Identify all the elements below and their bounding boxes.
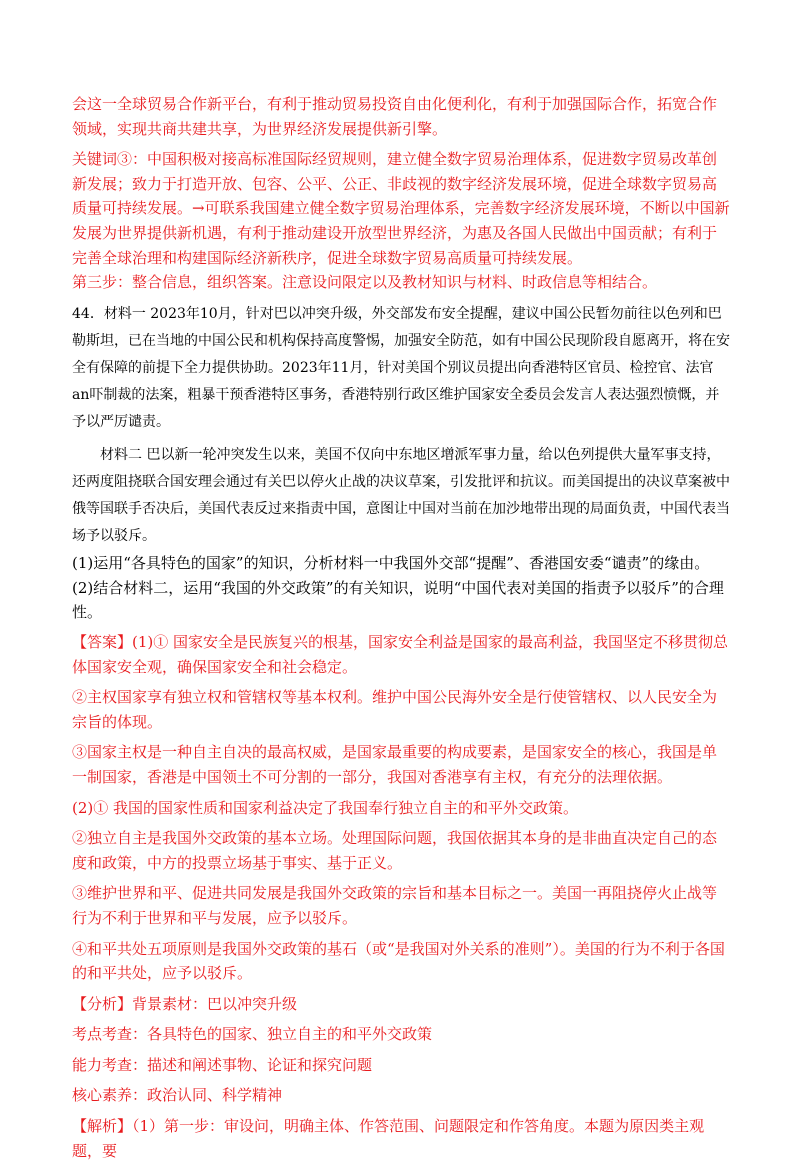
question-44-material-1: 44．材料一 2023年10月，针对巴以冲突升级，外交部发布安全提醒，建议中国公民暂勿前往以色列和巴勒斯坦，已在当地的中国公民和机构保持高度警惕，加强安全防范，如有中国公民现阶段自愿离开，将在安全有保障的前提下全力提供协助。2023年11月，针对美国个别议员提出向香港特区官员、检控官、法官an吓制裁的法案，粗暴干预香港特区事务，香港特别行政区维护国家安全委员会发言人表达强烈愤慨，并予以严厉谴责。 xyxy=(72,305,730,430)
answer-part-1-point-3: ③国家主权是一种自主自决的最高权威，是国家最重要的构成要素，是国家安全的核心，我国是单一制国家，香港是中国领土不可分割的一部分，我国对香港享有主权，有充分的法理依据。 xyxy=(72,743,718,786)
answer-label: 【答案】 xyxy=(72,632,133,651)
answer-part-2-point-1: (2)① 我国的国家性质和国家利益决定了我国奉行独立自主的和平外交政策。 xyxy=(72,798,579,817)
sub-question-2: (2)结合材料二，运用“我国的外交政策”的有关知识，说明“中国代表对美国的指责予以驳斥”的合理性。 xyxy=(72,579,724,621)
question-44-material-2: 材料二 巴以新一轮冲突发生以来，美国不仅向中东地区增派军事力量，给以色列提供大量军事支持，还两度阻挠联合国安理会通过有关巴以停火止战的决议草案，引发批评和抗议。而美国提出的决议草案被中俄等国联手否决后，美国代表反过来指责中国，意图让中国对当前在加沙地带出现的局面负责，中国代表当场予以驳斥。 xyxy=(72,446,730,544)
analysis-background: 【分析】背景素材：巴以冲突升级 xyxy=(72,994,298,1013)
answer-part-2-point-4: ④和平共处五项原则是我国外交政策的基石（或“是我国对外关系的准则”）。美国的行为不利于各国的和平共处，应予以驳斥。 xyxy=(72,939,725,983)
explanation-step-1: 【解析】（1）第一步：审设问，明确主体、作答范围、问题限定和作答角度。本题为原因类主观题，要 xyxy=(72,1117,705,1160)
explanation-label: 【解析】 xyxy=(72,1117,133,1136)
page-content xyxy=(72,92,730,1163)
sub-question-1: (1)运用“各具特色的国家”的知识，分析材料一中我国外交部“提醒”、香港国安委“谴责”的缘由。 xyxy=(72,553,710,572)
analysis-test-points: 考点考查：各具特色的国家、独立自主的和平外交政策 xyxy=(72,1025,433,1044)
answer-part-2-point-3: ③维护世界和平、促进共同发展是我国外交政策的宗旨和基本目标之一。美国一再阻挠停火止战等行为不利于世界和平与发展，应予以驳斥。 xyxy=(72,884,718,927)
answer-part-1-point-2: ②主权国家享有独立权和管辖权等基本权利。维护中国公民海外安全是行使管辖权、以人民安全为宗旨的体现。 xyxy=(72,688,718,731)
analysis-literacy: 核心素养：政治认同、科学精神 xyxy=(72,1086,283,1105)
prev-answer-continuation: 会这一全球贸易合作新平台，有利于推动贸易投资自由化便利化，有利于加强国际合作，拓宽合作领域，实现共商共建共享，为世界经济发展提供新引擎。 xyxy=(72,95,718,138)
prev-keyword-3: 关键词③：中国积极对接高标准国际经贸规则，建立健全数字贸易治理体系，促进数字贸易改革创新发展；致力于打造开放、包容、公平、公正、非歧视的数字经济发展环境，促进全球数字贸易高质量可持续发展。→可联系我国建立健全数字贸易治理体系，完善数字经济发展环境，不断以中国新发展为世界提供新机遇，有利于推动建设开放型世界经济，为惠及各国人民做出中国贡献；有利于完善全球治理和构建国际经济新秩序，促进全球数字贸易高质量可持续发展。 xyxy=(72,150,730,267)
prev-step-3: 第三步：整合信息，组织答案。注意设问限定以及教材知识与材料、时政信息等相结合。 xyxy=(72,273,658,292)
answer-part-2-point-2: ②独立自主是我国外交政策的基本立场。处理国际问题，我国依据其本身的是非曲直决定自己的态度和政策，中方的投票立场基于事实、基于正义。 xyxy=(72,829,718,872)
analysis-label: 【分析】 xyxy=(72,994,133,1013)
analysis-ability: 能力考查：描述和阐述事物、论证和探究问题 xyxy=(72,1055,373,1074)
answer-part-1-point-1: 【答案】(1)① 国家安全是民族复兴的根基，国家安全利益是国家的最高利益，我国坚定不移贯彻总体国家安全观，确保国家安全和社会稳定。 xyxy=(72,632,729,676)
